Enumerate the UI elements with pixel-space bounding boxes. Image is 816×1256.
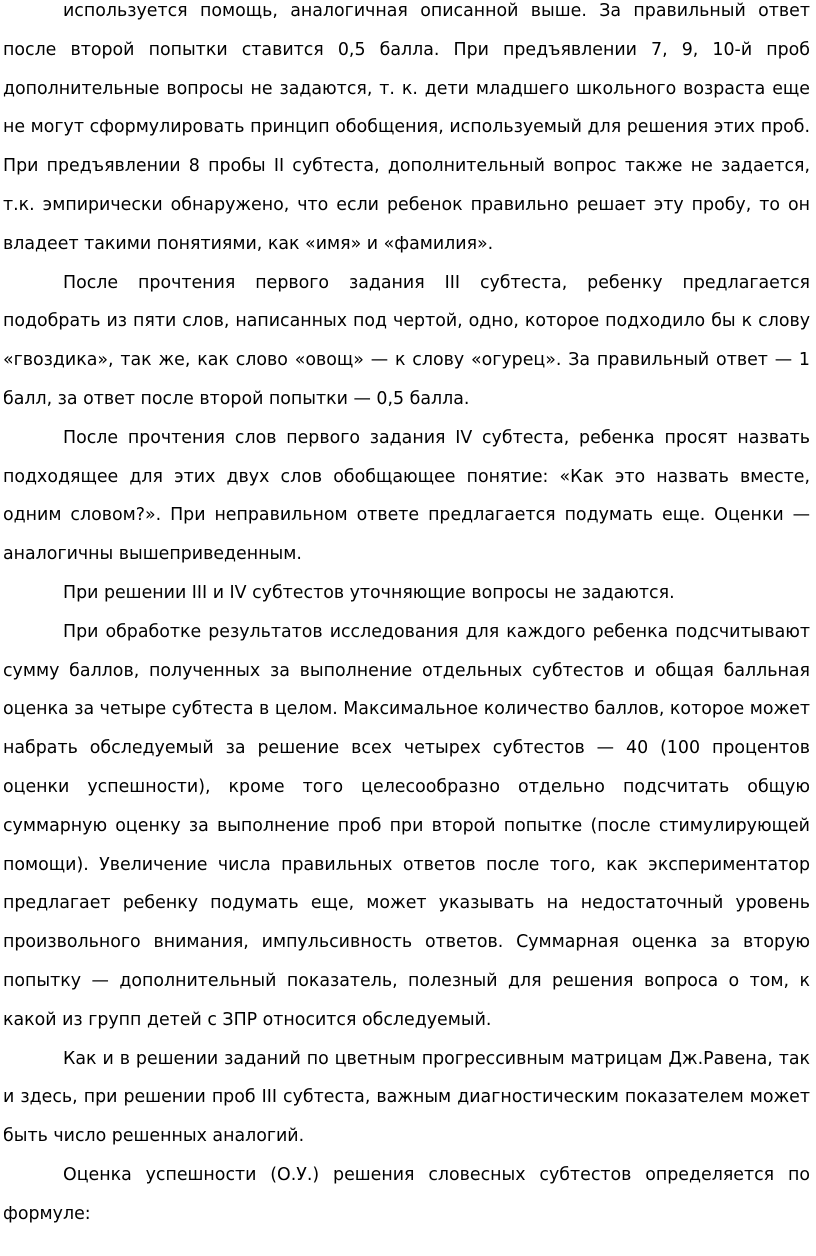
paragraph-no-questions: При решении III и IV субтестов уточняющие вопросы не задаются. [63,582,675,603]
paragraph-continuation: используется помощь, аналогичная описанной выше. За правильный ответ после второй попытки ставится 0,5 балла. При предъявлении 7, 9, 10-й проб дополнительные вопросы не задаются, т. к. дети младшего школьного возраста еще не могут сформулировать принцип обобщения, используемый для решения этих проб. При предъявлении 8 пробы II субтеста, дополнительный вопрос также не задается, т.к. эмпирически обнаружено, что если ребенок правильно решает эту пробу, то он владеет такими понятиями, как «имя» и «фамилия». [3,1,810,254]
paragraph-subtest-4: После прочтения слов первого задания IV субтеста, ребенка просят назвать подходящее для этих двух слов обобщающее понятие: «Как это назвать вместе, одним словом?». При неправильном ответе предлагается подумать еще. Оценки — аналогичны вышеприведенным. [3,427,810,565]
paragraph-subtest-3: После прочтения первого задания III субтеста, ребенку предлагается подобрать из пяти слов, написанных под чертой, одно, которое подходило бы к слову «гвоздика», так же, как слово «овощ» — к слову «огурец». За правильный ответ — 1 балл, за ответ после второй попытки — 0,5 балла. [3,272,810,409]
paragraph-raven: Как и в решении заданий по цветным прогрессивным матрицам Дж.Равена, так и здесь, при решении проб III субтеста, важным диагностическим показателем может быть число решенных аналогий. [3,1048,810,1147]
paragraph-formula-intro: Оценка успешности (О.У.) решения словесных субтестов определяется по формуле: [3,1164,810,1224]
paragraph-processing: При обработке результатов исследования для каждого ребенка подсчитывают сумму баллов, полученных за выполнение отдельных субтестов и общая балльная оценка за четыре субтеста в целом. Максимальное количество баллов, которое может набрать обследуемый за решение всех четырех субтестов — 40 (100 процентов оценки успешности), кроме того целесообразно отдельно подсчитать общую суммарную оценку за выполнение проб при второй попытке (после стимулирующей помощи). Увеличение числа правильных ответов после того, как экспериментатор предлагает ребенку подумать еще, может указывать на недостаточный уровень произвольного внимания, импульсивность ответов. Суммарная оценка за вторую попытку — дополнительный показатель, полезный для решения вопроса о том, к какой из групп детей с ЗПР относится обследуемый. [3,621,810,1030]
